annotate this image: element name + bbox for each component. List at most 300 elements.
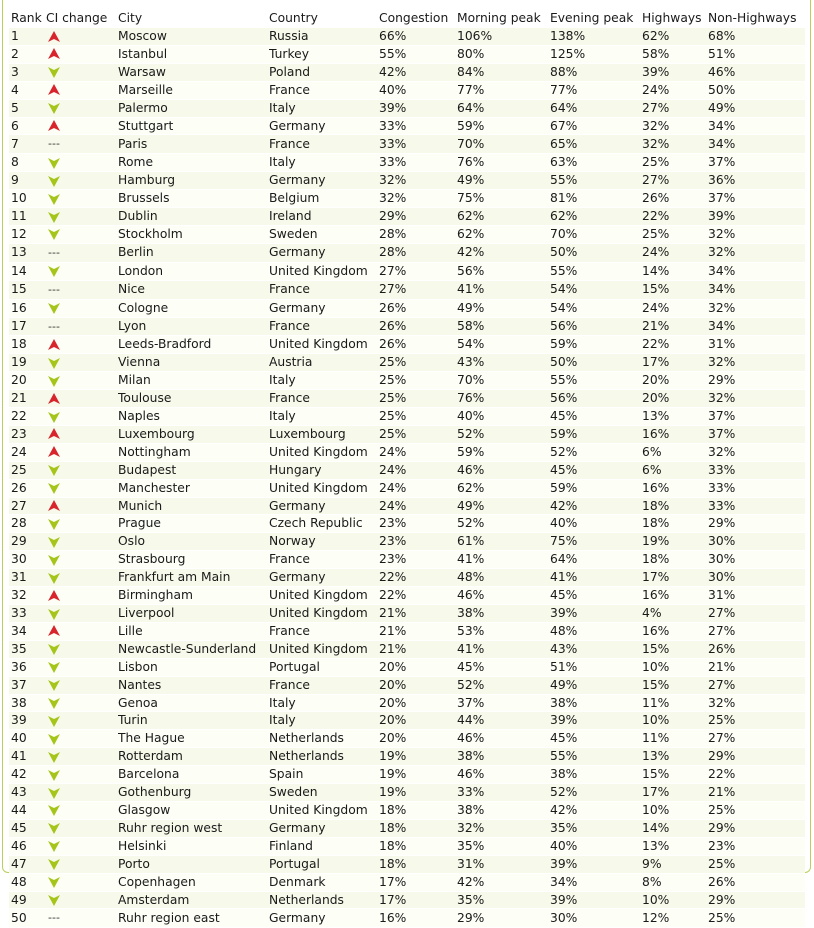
cell-ci-change [46,730,118,748]
cell-non-highways: 29% [708,819,805,837]
arrow-up-icon [48,120,60,132]
cell-congestion: 26% [379,336,457,354]
table-row [9,784,805,802]
arrow-down-icon [48,608,60,620]
header-ci-change: CI change [46,11,108,25]
cell-highways: 8% [642,873,708,891]
arrow-down-icon [48,464,60,476]
cell-ci-change [46,408,118,426]
arrow-down-icon [48,175,60,187]
cell-non-highways: 30% [708,551,805,569]
cell-rank: 33 [9,605,46,623]
cell-congestion: 20% [379,658,457,676]
cell-evening-peak: 75% [550,533,642,551]
cell-rank: 4 [9,81,46,99]
cell-highways: 24% [642,81,708,99]
cell-highways: 10% [642,658,708,676]
cell-country: Belgium [269,190,379,208]
cell-country: Poland [269,63,379,81]
table-row [9,336,805,354]
cell-congestion: 23% [379,551,457,569]
cell-congestion: 42% [379,63,457,81]
cell-country: France [269,317,379,336]
cell-non-highways: 37% [708,425,805,443]
cell-highways: 17% [642,784,708,802]
cell-city: Newcastle-Sunderland [118,640,269,658]
cell-rank: 29 [9,533,46,551]
cell-congestion: 16% [379,909,457,928]
cell-morning-peak: 58% [457,317,550,336]
arrow-down-icon [48,211,60,223]
cell-rank: 45 [9,819,46,837]
arrow-down-icon [48,876,60,888]
cell-congestion: 32% [379,172,457,190]
cell-country: Germany [269,569,379,587]
cell-country: Germany [269,819,379,837]
table-row [9,372,805,390]
cell-morning-peak: 75% [457,190,550,208]
cell-non-highways: 29% [708,372,805,390]
cell-highways: 27% [642,99,708,117]
cell-rank: 44 [9,801,46,819]
cell-congestion: 19% [379,784,457,802]
table-row [9,461,805,479]
cell-congestion: 22% [379,569,457,587]
cell-congestion: 33% [379,135,457,154]
cell-morning-peak: 70% [457,135,550,154]
cell-evening-peak: 67% [550,117,642,135]
cell-highways: 32% [642,135,708,154]
cell-morning-peak: 42% [457,873,550,891]
cell-city: Liverpool [118,605,269,623]
cell-ci-change [46,801,118,819]
cell-highways: 16% [642,587,708,605]
cell-congestion: 27% [379,262,457,280]
table-row [9,587,805,605]
arrow-down-icon [48,751,60,763]
cell-rank: 36 [9,658,46,676]
arrow-down-icon [48,715,60,727]
cell-morning-peak: 80% [457,45,550,63]
cell-ci-change [46,225,118,243]
cell-rank: 35 [9,640,46,658]
cell-evening-peak: 49% [550,676,642,694]
cell-morning-peak: 37% [457,694,550,712]
cell-city: Toulouse [118,390,269,408]
cell-non-highways: 50% [708,81,805,99]
cell-city: Vienna [118,354,269,372]
cell-rank: 30 [9,551,46,569]
arrow-down-icon [48,894,60,906]
cell-highways: 16% [642,622,708,640]
cell-congestion: 18% [379,837,457,855]
cell-highways: 39% [642,63,708,81]
cell-non-highways: 21% [708,658,805,676]
cell-congestion: 18% [379,819,457,837]
cell-evening-peak: 30% [550,909,642,928]
cell-highways: 13% [642,748,708,766]
table-row [9,280,805,299]
cell-evening-peak: 70% [550,225,642,243]
cell-ci-change [46,372,118,390]
cell-city: Marseille [118,81,269,99]
cell-non-highways: 34% [708,280,805,299]
cell-congestion: 39% [379,99,457,117]
cell-morning-peak: 61% [457,533,550,551]
cell-highways: 4% [642,605,708,623]
cell-evening-peak: 55% [550,748,642,766]
cell-non-highways: 46% [708,63,805,81]
cell-city: Helsinki [118,837,269,855]
cell-country: United Kingdom [269,801,379,819]
header-country: Country [269,11,318,25]
table-row [9,551,805,569]
cell-rank: 3 [9,63,46,81]
cell-evening-peak: 42% [550,801,642,819]
cell-ci-change [46,479,118,497]
cell-evening-peak: 52% [550,443,642,461]
cell-highways: 6% [642,461,708,479]
cell-city: Strasbourg [118,551,269,569]
arrow-down-icon [48,804,60,816]
table-row [9,622,805,640]
cell-evening-peak: 45% [550,408,642,426]
cell-country: Austria [269,354,379,372]
cell-evening-peak: 56% [550,317,642,336]
cell-morning-peak: 33% [457,784,550,802]
cell-country: France [269,551,379,569]
cell-city: Turin [118,712,269,730]
cell-morning-peak: 31% [457,855,550,873]
table-row [9,909,805,928]
arrow-down-icon [48,157,60,169]
cell-evening-peak: 50% [550,243,642,262]
cell-evening-peak: 64% [550,99,642,117]
cell-city: Lille [118,622,269,640]
cell-congestion: 23% [379,533,457,551]
cell-non-highways: 25% [708,801,805,819]
cell-rank: 48 [9,873,46,891]
cell-morning-peak: 52% [457,676,550,694]
cell-rank: 9 [9,172,46,190]
cell-congestion: 21% [379,622,457,640]
cell-non-highways: 32% [708,354,805,372]
cell-ci-change [46,461,118,479]
table-row [9,497,805,515]
cell-country: Netherlands [269,730,379,748]
cell-congestion: 24% [379,497,457,515]
cell-highways: 16% [642,425,708,443]
cell-evening-peak: 35% [550,819,642,837]
cell-evening-peak: 88% [550,63,642,81]
cell-rank: 38 [9,694,46,712]
header-morning-peak: Morning peak [457,11,541,25]
header-rank: Rank [11,11,42,25]
cell-non-highways: 37% [708,408,805,426]
cell-morning-peak: 64% [457,99,550,117]
cell-morning-peak: 62% [457,208,550,226]
table-row [9,569,805,587]
cell-city: Berlin [118,243,269,262]
table-row [9,135,805,154]
cell-city: Nantes [118,676,269,694]
cell-ci-change [46,587,118,605]
cell-highways: 10% [642,801,708,819]
cell-non-highways: 34% [708,262,805,280]
cell-highways: 14% [642,262,708,280]
header-evening-peak: Evening peak [550,11,634,25]
cell-non-highways: 21% [708,784,805,802]
header-highways: Highways [642,11,702,25]
cell-highways: 22% [642,336,708,354]
table-row [9,425,805,443]
no-change-dash: --- [48,911,60,925]
cell-morning-peak: 43% [457,354,550,372]
cell-morning-peak: 46% [457,766,550,784]
cell-city: Dublin [118,208,269,226]
cell-congestion: 17% [379,873,457,891]
cell-rank: 23 [9,425,46,443]
cell-highways: 32% [642,117,708,135]
cell-ci-change [46,569,118,587]
cell-ci-change [46,190,118,208]
cell-highways: 25% [642,225,708,243]
cell-country: Ireland [269,208,379,226]
cell-non-highways: 34% [708,135,805,154]
cell-country: France [269,622,379,640]
cell-ci-change [46,443,118,461]
cell-morning-peak: 46% [457,461,550,479]
cell-ci-change [46,154,118,172]
arrow-down-icon [48,840,60,852]
table-row [9,640,805,658]
cell-city: Gothenburg [118,784,269,802]
cell-congestion: 20% [379,676,457,694]
cell-non-highways: 27% [708,622,805,640]
cell-ci-change [46,208,118,226]
cell-non-highways: 51% [708,45,805,63]
cell-ci-change [46,712,118,730]
cell-city: Munich [118,497,269,515]
cell-morning-peak: 48% [457,569,550,587]
cell-highways: 10% [642,712,708,730]
cell-city: Palermo [118,99,269,117]
arrow-down-icon [48,357,60,369]
cell-morning-peak: 32% [457,819,550,837]
arrow-down-icon [48,482,60,494]
cell-evening-peak: 52% [550,784,642,802]
cell-evening-peak: 34% [550,873,642,891]
cell-ci-change [46,135,118,154]
cell-highways: 62% [642,28,708,45]
arrow-down-icon [48,858,60,870]
cell-rank: 2 [9,45,46,63]
cell-congestion: 25% [379,390,457,408]
cell-highways: 10% [642,891,708,909]
cell-congestion: 28% [379,225,457,243]
cell-country: France [269,676,379,694]
arrow-down-icon [48,193,60,205]
cell-country: Luxembourg [269,425,379,443]
cell-ci-change [46,317,118,336]
cell-morning-peak: 49% [457,497,550,515]
cell-ci-change [46,766,118,784]
cell-evening-peak: 45% [550,730,642,748]
cell-city: Porto [118,855,269,873]
table-row [9,533,805,551]
cell-evening-peak: 54% [550,299,642,317]
cell-country: Hungary [269,461,379,479]
cell-morning-peak: 29% [457,909,550,928]
cell-ci-change [46,909,118,928]
cell-country: Germany [269,497,379,515]
table-row [9,208,805,226]
cell-morning-peak: 35% [457,837,550,855]
cell-highways: 9% [642,855,708,873]
table-row [9,748,805,766]
cell-country: Italy [269,408,379,426]
cell-rank: 14 [9,262,46,280]
cell-non-highways: 32% [708,225,805,243]
cell-rank: 25 [9,461,46,479]
cell-non-highways: 25% [708,855,805,873]
cell-morning-peak: 38% [457,801,550,819]
cell-rank: 16 [9,299,46,317]
cell-country: Sweden [269,225,379,243]
cell-rank: 26 [9,479,46,497]
cell-rank: 19 [9,354,46,372]
cell-city: Barcelona [118,766,269,784]
cell-country: Italy [269,154,379,172]
cell-country: United Kingdom [269,640,379,658]
cell-country: United Kingdom [269,587,379,605]
arrow-up-icon [48,625,60,637]
table-row [9,28,805,45]
cell-ci-change [46,694,118,712]
cell-congestion: 24% [379,461,457,479]
table-row [9,154,805,172]
cell-morning-peak: 41% [457,551,550,569]
cell-ci-change [46,63,118,81]
table-row [9,855,805,873]
cell-non-highways: 49% [708,99,805,117]
cell-rank: 49 [9,891,46,909]
cell-rank: 7 [9,135,46,154]
cell-city: The Hague [118,730,269,748]
cell-evening-peak: 42% [550,497,642,515]
cell-rank: 12 [9,225,46,243]
cell-non-highways: 27% [708,676,805,694]
cell-non-highways: 30% [708,533,805,551]
cell-morning-peak: 41% [457,640,550,658]
cell-evening-peak: 55% [550,172,642,190]
cell-morning-peak: 42% [457,243,550,262]
cell-morning-peak: 38% [457,748,550,766]
cell-morning-peak: 62% [457,479,550,497]
cell-evening-peak: 39% [550,855,642,873]
cell-evening-peak: 64% [550,551,642,569]
cell-evening-peak: 125% [550,45,642,63]
cell-country: Portugal [269,855,379,873]
cell-highways: 24% [642,243,708,262]
no-change-dash: --- [48,282,60,296]
cell-congestion: 27% [379,280,457,299]
table-row [9,801,805,819]
cell-rank: 37 [9,676,46,694]
arrow-down-icon [48,265,60,277]
cell-ci-change [46,262,118,280]
cell-congestion: 24% [379,443,457,461]
arrow-down-icon [48,536,60,548]
arrow-up-icon [48,446,60,458]
cell-country: Czech Republic [269,515,379,533]
cell-highways: 12% [642,909,708,928]
cell-congestion: 20% [379,712,457,730]
cell-rank: 40 [9,730,46,748]
arrow-down-icon [48,769,60,781]
cell-non-highways: 26% [708,873,805,891]
cell-country: France [269,81,379,99]
no-change-dash: --- [48,137,60,151]
cell-congestion: 40% [379,81,457,99]
cell-ci-change [46,837,118,855]
cell-country: United Kingdom [269,605,379,623]
cell-non-highways: 32% [708,299,805,317]
cell-city: Rotterdam [118,748,269,766]
cell-rank: 17 [9,317,46,336]
header-non-highways: Non-Highways [708,11,797,25]
table-row [9,354,805,372]
cell-congestion: 20% [379,730,457,748]
arrow-up-icon [48,590,60,602]
cell-city: Brussels [118,190,269,208]
arrow-up-icon [48,48,60,60]
cell-country: Turkey [269,45,379,63]
cell-city: Lyon [118,317,269,336]
cell-highways: 20% [642,372,708,390]
cell-morning-peak: 40% [457,408,550,426]
cell-highways: 18% [642,497,708,515]
cell-country: Italy [269,99,379,117]
cell-highways: 11% [642,730,708,748]
cell-evening-peak: 50% [550,354,642,372]
cell-rank: 20 [9,372,46,390]
cell-morning-peak: 49% [457,172,550,190]
cell-city: Paris [118,135,269,154]
congestion-table [9,8,805,928]
cell-highways: 16% [642,479,708,497]
cell-city: Naples [118,408,269,426]
cell-country: Italy [269,712,379,730]
cell-ci-change [46,117,118,135]
cell-highways: 18% [642,551,708,569]
cell-evening-peak: 63% [550,154,642,172]
cell-highways: 20% [642,390,708,408]
cell-congestion: 32% [379,190,457,208]
cell-non-highways: 25% [708,909,805,928]
table-row [9,658,805,676]
cell-congestion: 21% [379,605,457,623]
cell-city: Nottingham [118,443,269,461]
cell-morning-peak: 76% [457,390,550,408]
cell-evening-peak: 59% [550,425,642,443]
cell-rank: 43 [9,784,46,802]
cell-non-highways: 37% [708,154,805,172]
arrow-down-icon [48,643,60,655]
cell-city: Genoa [118,694,269,712]
cell-ci-change [46,354,118,372]
table-row [9,694,805,712]
